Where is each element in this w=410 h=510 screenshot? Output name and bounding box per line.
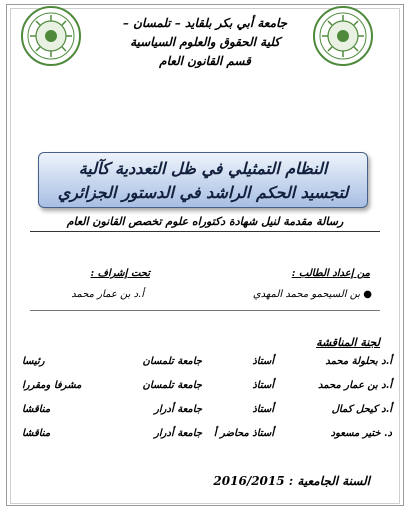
bullet-icon: ● xyxy=(360,289,372,300)
jury-member-university: جامعة تلمسان xyxy=(142,356,202,367)
thesis-title-line-2: لتجسيد الحكم الراشد في الدستور الجزائري xyxy=(57,183,349,202)
thesis-title-line-1: النظام التمثيلي في ظل التعددية كآلية xyxy=(78,159,328,178)
jury-member-rank: أستاذ xyxy=(252,356,274,367)
jury-member-rank: أستاذ xyxy=(252,380,274,391)
student-name xyxy=(253,289,372,300)
jury-member-name: أ.د بحلولة محمد xyxy=(325,356,392,367)
jury-row xyxy=(22,356,392,372)
jury-member-role: رئيسا xyxy=(22,356,45,367)
jury-member-role: مناقشا xyxy=(22,428,51,439)
thesis-title-box xyxy=(38,152,368,208)
academic-year-value: 2016/2015 xyxy=(213,474,285,488)
jury-row xyxy=(22,380,392,396)
jury-row xyxy=(22,428,392,444)
department-name: قسم القانون العام xyxy=(159,54,251,68)
student-name-text: بن السيحمو محمد المهدي xyxy=(252,289,361,300)
jury-member-role: مشرفا ومقررا xyxy=(22,380,82,391)
divider-2 xyxy=(30,310,380,311)
jury-member-role: مناقشا xyxy=(22,404,51,415)
university-name: جامعة أبي بكر بلقايد – تلمسان – xyxy=(122,16,288,30)
supervisor-label: تحت إشراف : xyxy=(90,268,150,279)
jury-member-name: د. ختير مسعود xyxy=(330,428,392,439)
degree-statement: رسالة مقدمة لنيل شهادة دكتوراه علوم تخصص القانون العام xyxy=(66,215,344,228)
institution-header xyxy=(88,14,322,71)
student-label: من إعداد الطالب : xyxy=(291,268,370,279)
faculty-name: كلية الحقوق والعلوم السياسية xyxy=(130,35,280,49)
university-logo-left xyxy=(20,5,82,67)
jury-member-university: جامعة أدرار xyxy=(154,428,202,439)
academic-year-label: السنة الجامعية : xyxy=(288,474,370,488)
divider xyxy=(30,231,380,232)
jury-member-name: أ.د كيحل كمال xyxy=(331,404,392,415)
academic-year xyxy=(130,474,370,488)
jury-member-name: أ.د بن عمار محمد xyxy=(317,380,392,391)
jury-member-rank: أستاذ xyxy=(252,404,274,415)
jury-title: لجنة المناقشة xyxy=(316,336,380,349)
supervisor-name: أ.د بن عمار محمد xyxy=(71,289,144,300)
jury-member-university: جامعة تلمسان xyxy=(142,380,202,391)
jury-member-university: جامعة أدرار xyxy=(154,404,202,415)
jury-member-rank: أستاذ محاضر أ xyxy=(213,428,274,439)
jury-row xyxy=(22,404,392,420)
